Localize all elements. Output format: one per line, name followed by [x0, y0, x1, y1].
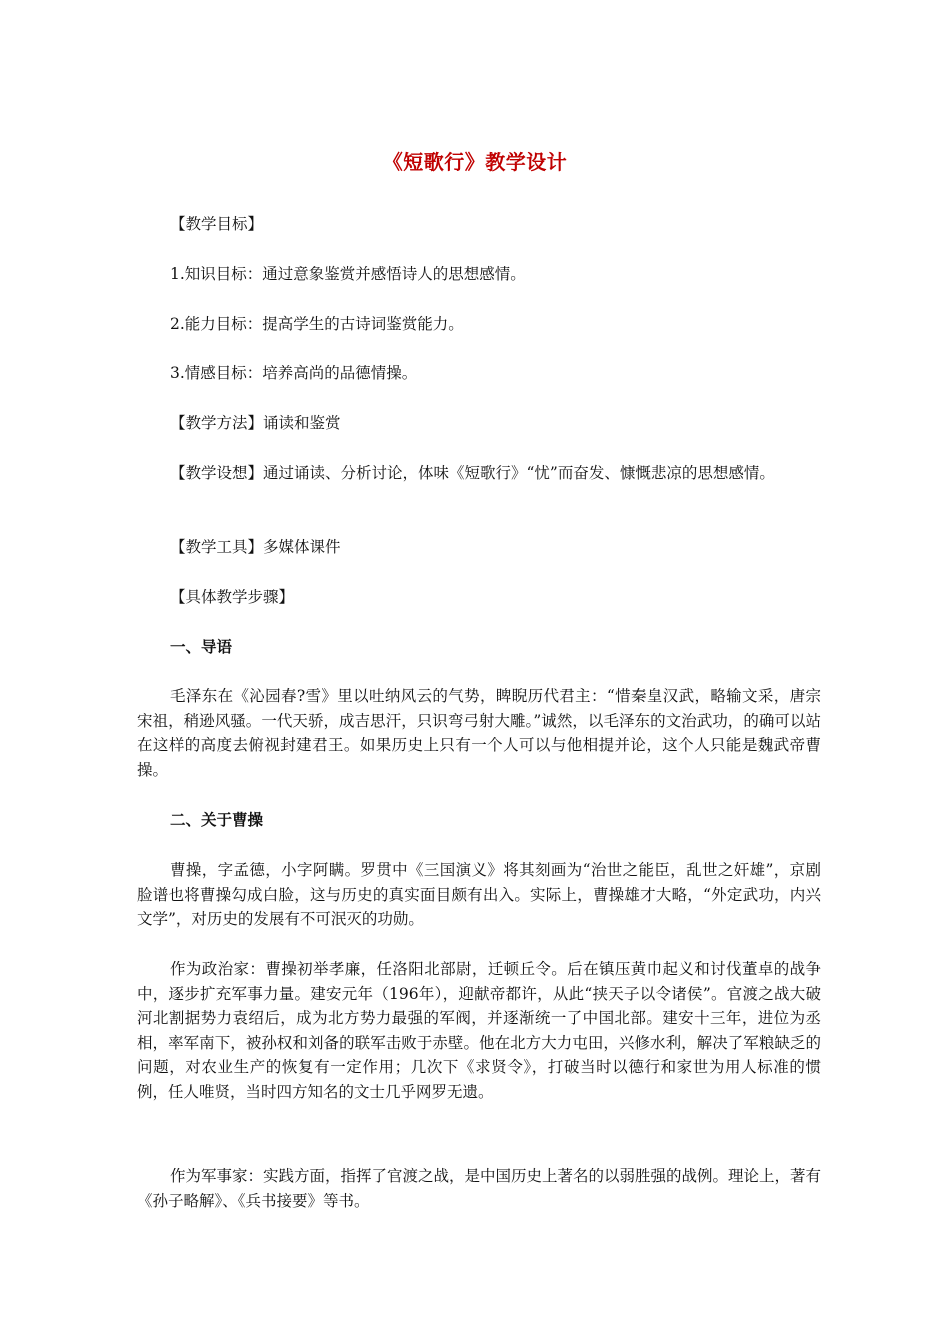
section-caocao-paragraph-3: 作为军事家：实践方面，指挥了官渡之战，是中国历史上著名的以弱胜强的战例。理论上，著有《孙子略解》、《兵书接要》等书。	[137, 1167, 822, 1210]
section-caocao-paragraph-2: 作为政治家：曹操初举孝廉，任洛阳北部尉，迁顿丘令。后在镇压黄巾起义和讨伐董卓的战争中，逐步扩充军事力量。建安元年（196年），迎献帝都许，从此“挟天子以令诸侯”。官渡之战大破河北割据势力袁绍后，成为北方势力最强的军阀，并逐渐统一了中国北部。建安十三年，进位为丞相，率军南下，被孙权和刘备的联军击败于赤壁。他在北方大力屯田，兴修水利，解决了军粮缺乏的问题，对农业生产的恢复有一定作用；几次下《求贤令》，打破当时以德行和家世为用人标准的惯例，任人唯贤，当时四方知名的文士几乎网罗无遗。	[137, 960, 821, 1101]
goals-heading: 【教学目标】	[170, 215, 264, 233]
teaching-design: 【教学设想】通过诵读、分析讨论，体味《短歌行》“忧”而奋发、慷慨悲凉的思想感情。	[170, 464, 775, 482]
page-title: 《短歌行》教学设计	[382, 150, 568, 174]
goal-emotion: 3.情感目标：培养高尚的品德情操。	[170, 364, 418, 382]
goal-knowledge: 1.知识目标：通过意象鉴赏并感悟诗人的思想感情。	[170, 265, 526, 283]
goal-ability: 2.能力目标：提高学生的古诗词鉴赏能力。	[170, 315, 464, 333]
teaching-method: 【教学方法】诵读和鉴赏	[170, 414, 341, 432]
teaching-tools: 【教学工具】多媒体课件	[170, 538, 341, 556]
steps-heading: 【具体教学步骤】	[170, 588, 295, 606]
section-caocao-paragraph-1: 曹操，字孟德，小字阿瞒。罗贯中《三国演义》将其刻画为“治世之能臣，乱世之奸雄”，京剧脸谱也将曹操勾成白脸，这与历史的真实面目颇有出入。实际上，曹操雄才大略，“外定武功，内兴文学”，对历史的发展有不可泯灭的功勋。	[137, 861, 821, 928]
section-caocao-heading: 二、关于曹操	[170, 811, 264, 829]
section-intro-heading: 一、导语	[170, 638, 233, 656]
section-intro-text: 毛泽东在《沁园春?雪》里以吐纳风云的气势，睥睨历代君主：“惜秦皇汉武，略输文采，唐宗宋祖，稍逊风骚。一代天骄，成吉思汗，只识弯弓射大雕。”诚然，以毛泽东的文治武功，的确可以站在这样的高度去俯视封建君王。如果历史上只有一个人可以与他相提并论，这个人只能是魏武帝曹操。	[137, 687, 821, 779]
